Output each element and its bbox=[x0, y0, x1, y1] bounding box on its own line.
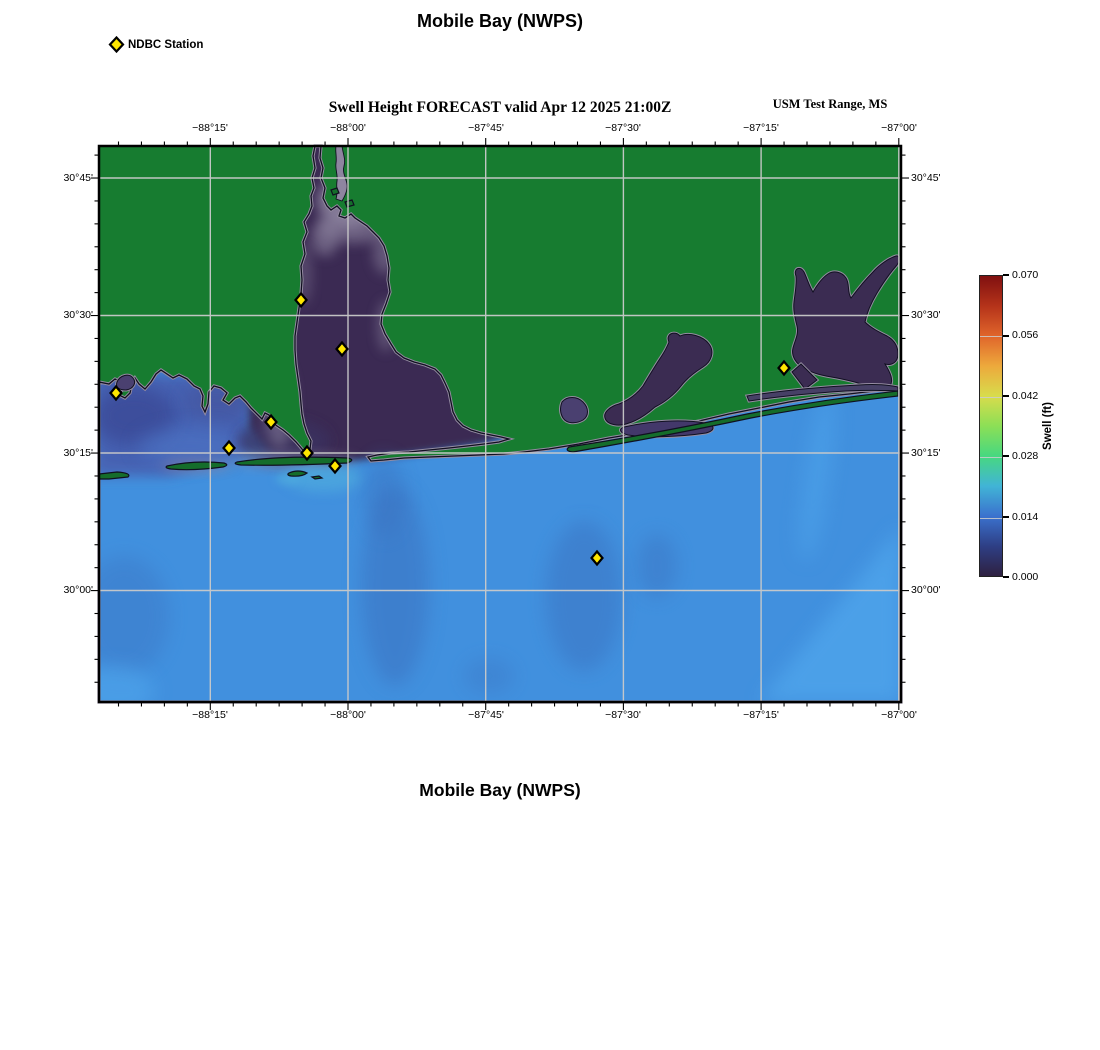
footer-title: Mobile Bay (NWPS) bbox=[419, 780, 581, 800]
y-tick-label: 30°45' bbox=[63, 172, 93, 184]
region-label: USM Test Range, MS bbox=[772, 97, 888, 111]
x-tick-label: −88°15' bbox=[192, 122, 228, 134]
forecast-map bbox=[99, 146, 901, 702]
colorbar-label: 0.028 bbox=[1012, 450, 1039, 462]
map-subtitle: Swell Height FORECAST valid Apr 12 2025 21:00Z bbox=[328, 99, 672, 116]
colorbar-label: 0.014 bbox=[1012, 511, 1039, 523]
legend bbox=[108, 36, 203, 53]
x-tick-label: −87°30' bbox=[605, 709, 641, 721]
colorbar-tick bbox=[1003, 455, 1009, 457]
colorbar-label: 0.056 bbox=[1012, 329, 1039, 341]
colorbar-tick bbox=[1003, 395, 1009, 397]
x-tick-label: −88°00' bbox=[330, 122, 366, 134]
colorbar-tick bbox=[1003, 576, 1009, 578]
x-tick-label: −87°00' bbox=[881, 709, 917, 721]
colorbar-label: 0.070 bbox=[1012, 269, 1039, 281]
page-title: Mobile Bay (NWPS) bbox=[416, 11, 583, 31]
barrier-island bbox=[99, 472, 129, 479]
x-tick-label: −87°30' bbox=[605, 122, 641, 134]
barrier-island bbox=[312, 476, 322, 479]
colorbar bbox=[979, 275, 1003, 577]
y-tick-label: 30°00' bbox=[911, 584, 941, 596]
colorbar-tick bbox=[1003, 335, 1009, 337]
y-tick-label: 30°45' bbox=[911, 172, 941, 184]
x-tick-label: −88°15' bbox=[192, 709, 228, 721]
y-tick-label: 30°15' bbox=[63, 447, 93, 459]
x-tick-label: −87°00' bbox=[881, 122, 917, 134]
colorbar-title: Swell (ft) bbox=[1042, 402, 1054, 450]
x-tick-label: −88°00' bbox=[330, 709, 366, 721]
x-tick-label: −87°15' bbox=[743, 709, 779, 721]
y-tick-label: 30°00' bbox=[63, 584, 93, 596]
legend-label: NDBC Station bbox=[128, 38, 204, 51]
colorbar-tick bbox=[1003, 274, 1009, 276]
y-tick-label: 30°15' bbox=[911, 447, 941, 459]
y-tick-label: 30°30' bbox=[911, 309, 941, 321]
x-tick-label: −87°45' bbox=[468, 709, 504, 721]
y-tick-label: 30°30' bbox=[63, 309, 93, 321]
colorbar-label: 0.042 bbox=[1012, 390, 1039, 402]
ndbc-station-icon bbox=[108, 36, 125, 53]
colorbar-label: 0.000 bbox=[1012, 571, 1039, 583]
barrier-island bbox=[331, 188, 339, 195]
barrier-island bbox=[345, 200, 354, 207]
colorbar-tick bbox=[1003, 516, 1009, 518]
x-tick-label: −87°45' bbox=[468, 122, 504, 134]
x-tick-label: −87°15' bbox=[743, 122, 779, 134]
